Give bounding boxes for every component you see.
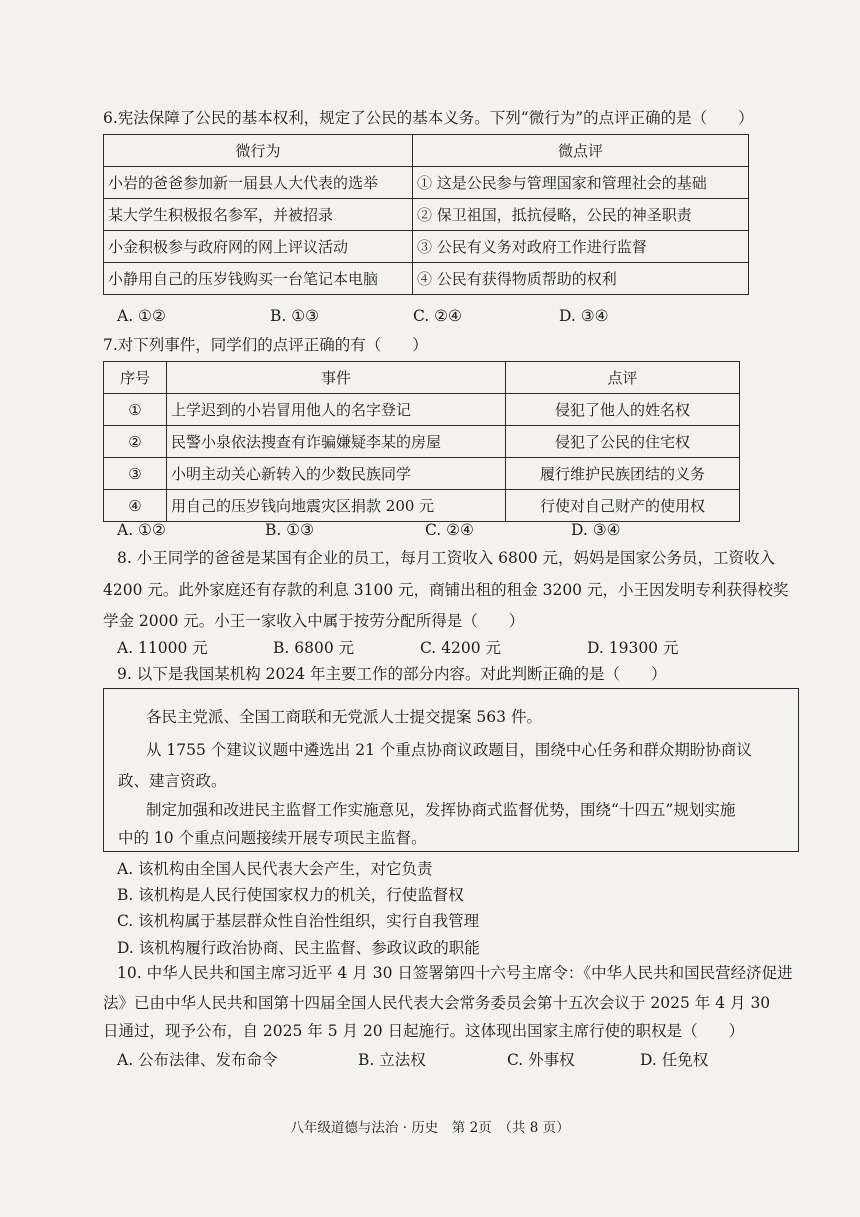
q10-line-3: 日通过，现予公布，自 2025 年 5 月 20 日起施行。这体现出国家主席行使的职权是（ ） [103,1022,745,1040]
table-cell: 小明主动关心新转入的少数民族同学 [167,458,506,490]
option-d[interactable]: D. 19300 元 [587,639,679,657]
option-b[interactable]: B. 6800 元 [273,639,355,657]
option-a[interactable]: A. ①② [117,521,166,539]
table-row [104,167,749,199]
table-header: 微行为 [104,135,413,167]
table-cell: ④ 公民有获得物质帮助的权利 [413,263,749,295]
option-a[interactable]: A. 该机构由全国人民代表大会产生，对它负责 [117,860,433,878]
table-header: 序号 [104,362,167,394]
q10-line-2: 法》已由中华人民共和国第十四届全国人民代表大会常务委员会第十五次会议于 2025 年 4 月 30 [103,994,771,1012]
option-c[interactable]: C. ②④ [425,521,474,539]
q8-line-1: 8. 小王同学的爸爸是某国有企业的员工，每月工资收入 6800 元，妈妈是国家公务员，工资收入 [117,549,776,567]
table-cell: ③ [104,458,167,490]
option-b[interactable]: B. ①③ [270,307,320,325]
table-cell: 上学迟到的小岩冒用他人的名字登记 [167,394,506,426]
material-paragraph: 政、建言资政。 [118,772,227,790]
table-cell: 履行维护民族团结的义务 [506,458,740,490]
table-cell: 小岩的爸爸参加新一届县人大代表的选举 [104,167,413,199]
table-cell: 小静用自己的压岁钱购买一台笔记本电脑 [104,263,413,295]
table-row [104,458,740,490]
q6-stem: 6.宪法保障了公民的基本权利，规定了公民的基本义务。下列“微行为”的点评正确的是（ ） [103,109,754,127]
table-cell: 用自己的压岁钱向地震灾区捐款 200 元 [167,490,506,522]
table-cell: 民警小泉依法搜查有诈骗嫌疑李某的房屋 [167,426,506,458]
table-cell: 某大学生积极报名参军，并被招录 [104,199,413,231]
q9-material-box [103,688,799,852]
option-b[interactable]: B. 该机构是人民行使国家权力的机关，行使监督权 [117,886,464,904]
table-row [104,490,740,522]
table-row [104,231,749,263]
table-row [104,362,740,394]
table-cell: ② [104,426,167,458]
q6-table [103,134,749,295]
option-a[interactable]: A. 11000 元 [117,639,208,657]
table-row [104,394,740,426]
q7-table [103,361,740,522]
option-c[interactable]: C. 外事权 [507,1051,575,1069]
table-cell: 侵犯了公民的住宅权 [506,426,740,458]
option-b[interactable]: B. ①③ [265,521,315,539]
option-c[interactable]: C. ②④ [413,307,462,325]
table-header: 事件 [167,362,506,394]
option-c[interactable]: C. 该机构属于基层群众性自治性组织，实行自我管理 [117,912,480,930]
table-row [104,199,749,231]
table-cell: 侵犯了他人的姓名权 [506,394,740,426]
table-cell: ④ [104,490,167,522]
table-row [104,426,740,458]
q8-line-2: 4200 元。此外家庭还有存款的利息 3100 元，商铺出租的租金 3200 元，小王因发明专利获得校奖 [103,581,789,599]
material-paragraph: 制定加强和改进民主监督工作实施意见，发挥协商式监督优势，围绕“十四五”规划实施 [146,801,736,819]
option-a[interactable]: A. 公布法律、发布命令 [117,1051,278,1069]
option-d[interactable]: D. ③④ [559,307,609,325]
option-b[interactable]: B. 立法权 [358,1051,426,1069]
option-d[interactable]: D. 该机构履行政治协商、民主监督、参政议政的职能 [117,939,480,957]
q10-line-1: 10. 中华人民共和国主席习近平 4 月 30 日签署第四十六号主席令：《中华人民共和国民营经济促进 [117,964,793,982]
material-paragraph: 从 1755 个建议议题中遴选出 21 个重点协商议政题目，围绕中心任务和群众期盼协商议 [146,741,752,759]
table-row [104,135,749,167]
q8-line-3: 学金 2000 元。小王一家收入中属于按劳分配所得是（ ） [103,612,525,630]
option-d[interactable]: D. ③④ [571,521,621,539]
page-footer: 八年级道德与法治 · 历史 第 2页 （共 8 页） [290,1120,570,1136]
table-header: 点评 [506,362,740,394]
option-d[interactable]: D. 任免权 [640,1051,709,1069]
table-cell: ② 保卫祖国，抵抗侵略，公民的神圣职责 [413,199,749,231]
table-header: 微点评 [413,135,749,167]
q7-stem: 7.对下列事件，同学们的点评正确的有（ ） [103,336,428,354]
table-cell: ③ 公民有义务对政府工作进行监督 [413,231,749,263]
option-a[interactable]: A. ①② [117,307,166,325]
option-c[interactable]: C. 4200 元 [420,639,502,657]
table-cell: ① 这是公民参与管理国家和管理社会的基础 [413,167,749,199]
material-paragraph: 各民主党派、全国工商联和无党派人士提交提案 563 件。 [146,708,542,726]
table-row [104,263,749,295]
material-paragraph: 中的 10 个重点问题接续开展专项民主监督。 [118,829,427,847]
table-cell: 行使对自己财产的使用权 [506,490,740,522]
table-cell: 小金积极参与政府网的网上评议活动 [104,231,413,263]
q9-stem: 9. 以下是我国某机构 2024 年主要工作的部分内容。对此判断正确的是（ ） [117,665,667,683]
table-cell: ① [104,394,167,426]
